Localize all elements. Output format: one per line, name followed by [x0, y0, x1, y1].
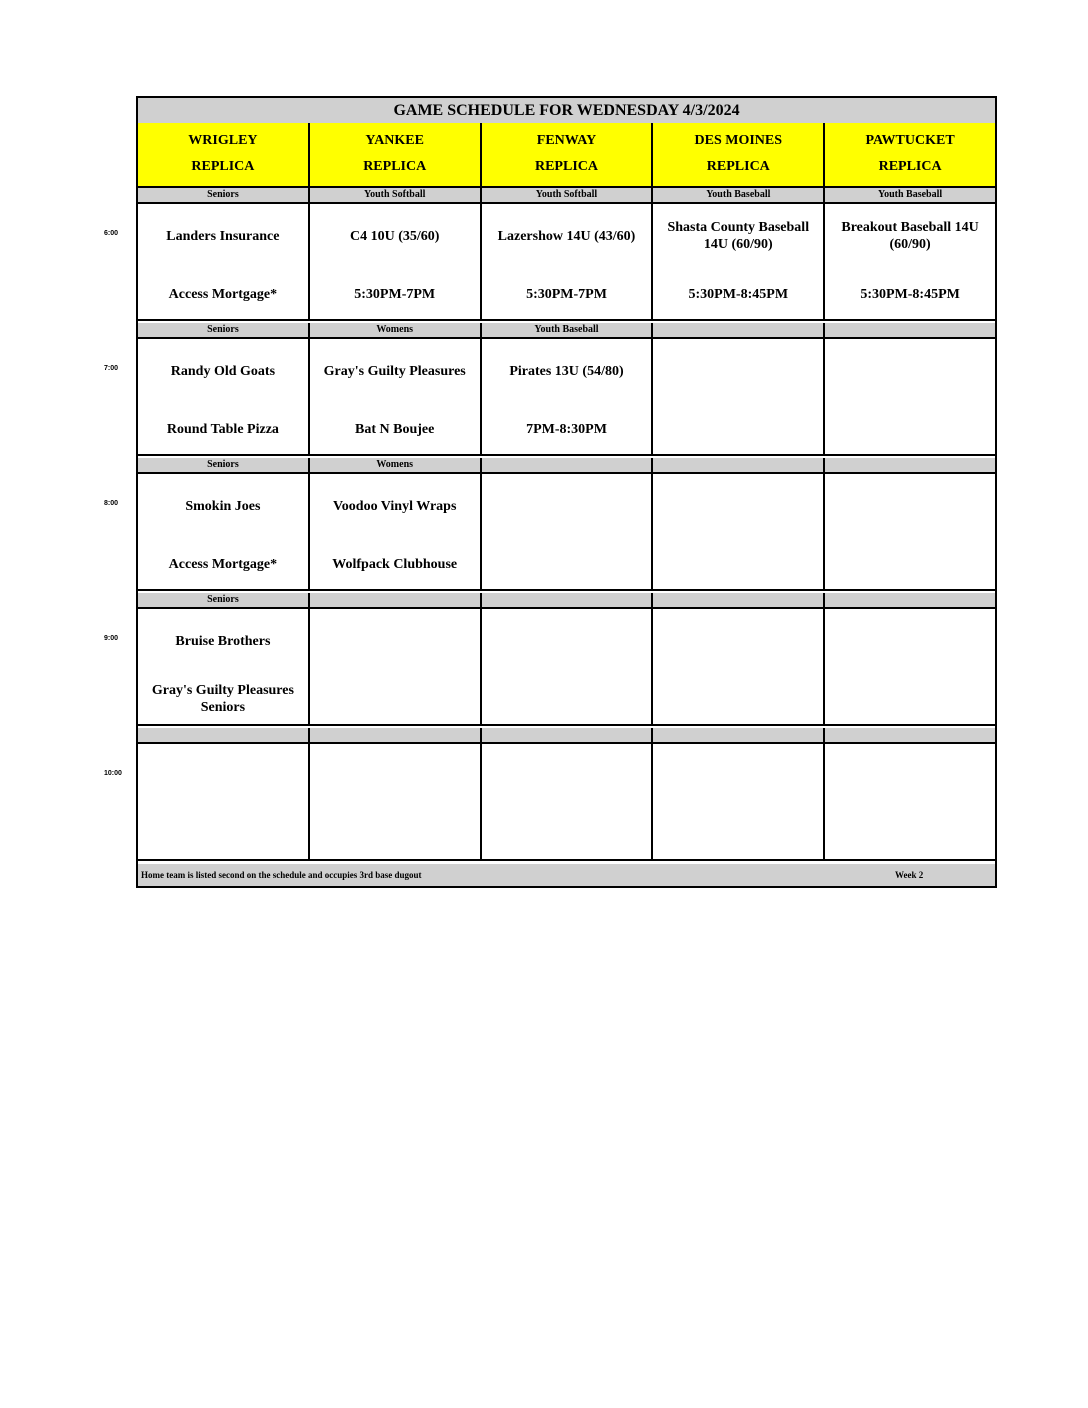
- venue-subtitle: REPLICA: [534, 159, 598, 174]
- game-cell: [482, 204, 654, 319]
- league-row: [138, 458, 995, 474]
- game-row: [138, 339, 995, 456]
- home-team: [146, 816, 300, 852]
- away-team: [833, 623, 987, 659]
- game-cell: [825, 339, 995, 454]
- home-team: [661, 411, 815, 447]
- game-cell: [653, 744, 825, 859]
- time-label: 9:00: [104, 635, 119, 642]
- away-team: [318, 623, 472, 659]
- game-cell: [310, 609, 482, 724]
- venue-header: [138, 123, 310, 188]
- league-label: Youth Baseball: [877, 189, 943, 200]
- league-label: Youth Baseball: [482, 323, 654, 337]
- game-cell: [825, 204, 995, 319]
- league-label: Seniors: [138, 323, 310, 337]
- away-team: [490, 488, 644, 524]
- league-row: [138, 188, 995, 204]
- league-row: [138, 323, 995, 339]
- away-team: Voodoo Vinyl Wraps: [332, 498, 457, 514]
- away-team: [833, 353, 987, 389]
- schedule-title: GAME SCHEDULE FOR WEDNESDAY 4/3/2024: [138, 98, 995, 125]
- game-cell: [138, 609, 310, 724]
- game-cell: [653, 474, 825, 589]
- game-cell: [482, 744, 654, 859]
- league-label: [310, 728, 482, 742]
- venue-name: YANKEE: [365, 133, 424, 148]
- home-team: [661, 681, 815, 717]
- away-team: Smokin Joes: [185, 498, 261, 514]
- home-team: 7PM-8:30PM: [526, 421, 607, 437]
- venue-name: FENWAY: [536, 133, 597, 148]
- game-cell: [482, 339, 654, 454]
- game-row: [138, 609, 995, 726]
- league-label: [482, 458, 654, 472]
- league-label: [310, 593, 482, 607]
- home-team: [833, 546, 987, 582]
- game-cell: [310, 339, 482, 454]
- home-team: [318, 681, 472, 717]
- time-label: 7:00: [104, 365, 119, 372]
- venue-header-row: [138, 123, 995, 188]
- game-cell: [653, 204, 825, 319]
- league-label: [138, 728, 310, 742]
- game-cell: [310, 474, 482, 589]
- league-label: Seniors: [138, 458, 310, 472]
- league-label: [653, 593, 825, 607]
- game-cell: [482, 609, 654, 724]
- home-team: Round Table Pizza: [166, 421, 279, 437]
- venue-header: [825, 123, 995, 188]
- game-cell: [310, 744, 482, 859]
- away-team: [661, 623, 815, 659]
- league-row: [138, 593, 995, 609]
- league-label: [825, 728, 995, 742]
- away-team: C4 10U (35/60): [349, 228, 440, 244]
- venue-subtitle: REPLICA: [878, 159, 942, 174]
- home-team: Access Mortgage*: [168, 556, 278, 572]
- venue-subtitle: REPLICA: [706, 159, 770, 174]
- league-label: Seniors: [138, 593, 310, 607]
- game-row: [138, 474, 995, 591]
- league-label: [482, 728, 654, 742]
- home-team: Bat N Boujee: [355, 421, 435, 437]
- league-label: [825, 593, 995, 607]
- away-team: [146, 758, 300, 794]
- league-label: [482, 593, 654, 607]
- away-team: [833, 488, 987, 524]
- game-cell: [825, 744, 995, 859]
- game-cell: [825, 474, 995, 589]
- league-label: Womens: [310, 323, 482, 337]
- away-team: [661, 758, 815, 794]
- venue-name: WRIGLEY: [188, 133, 258, 148]
- home-team: 5:30PM-7PM: [526, 286, 607, 302]
- home-team: [833, 681, 987, 717]
- home-team: Access Mortgage*: [168, 286, 278, 302]
- away-team: Breakout Baseball 14U (60/90): [841, 220, 979, 252]
- away-team: [490, 758, 644, 794]
- game-cell: [138, 204, 310, 319]
- home-team: [661, 816, 815, 852]
- home-team: 5:30PM-7PM: [354, 286, 436, 302]
- away-team: Pirates 13U (54/80): [509, 363, 624, 379]
- league-row: [138, 728, 995, 744]
- venue-header: [482, 123, 654, 188]
- game-cell: [310, 204, 482, 319]
- home-team: [833, 816, 987, 852]
- venue-header: [310, 123, 482, 188]
- away-team: [661, 353, 815, 389]
- away-team: Bruise Brothers: [175, 633, 271, 649]
- league-label: Youth Softball: [310, 188, 482, 202]
- schedule-table: [136, 96, 997, 888]
- game-cell: [653, 339, 825, 454]
- league-label: [653, 728, 825, 742]
- game-cell: [482, 474, 654, 589]
- week-label: Week 2: [895, 870, 924, 880]
- league-label: Womens: [310, 458, 482, 472]
- venue-name: PAWTUCKET: [865, 133, 955, 148]
- league-label: Youth Softball: [482, 188, 654, 202]
- away-team: [661, 488, 815, 524]
- time-label: 8:00: [104, 500, 119, 507]
- time-label: 10:00: [104, 770, 122, 777]
- game-row: [138, 204, 995, 321]
- game-cell: [825, 609, 995, 724]
- league-label: Youth Baseball: [653, 188, 825, 202]
- away-team: Randy Old Goats: [170, 363, 276, 379]
- time-label: 6:00: [104, 230, 119, 237]
- home-team: [490, 816, 644, 852]
- home-team: Wolfpack Clubhouse: [332, 556, 458, 572]
- away-team: [490, 623, 644, 659]
- home-team: [661, 546, 815, 582]
- venue-name: DES MOINES: [694, 133, 783, 148]
- away-team: [318, 758, 472, 794]
- away-team: Gray's Guilty Pleasures: [323, 363, 466, 379]
- home-team: Gray's Guilty Pleasures Seniors: [151, 683, 294, 715]
- game-cell: [138, 339, 310, 454]
- league-label: [825, 458, 995, 472]
- home-team: [490, 681, 644, 717]
- home-team: 5:30PM-8:45PM: [688, 286, 789, 302]
- home-team: [833, 411, 987, 447]
- league-label: Seniors: [138, 188, 310, 202]
- league-label: [653, 323, 825, 337]
- away-team: Shasta County Baseball 14U (60/90): [667, 220, 810, 252]
- away-team: Lazershow 14U (43/60): [497, 228, 636, 244]
- league-label: [653, 458, 825, 472]
- home-team-note: Home team is listed second on the schedule and occupies 3rd base dugout: [141, 870, 422, 880]
- venue-header: [653, 123, 825, 188]
- footer-bar: [138, 864, 995, 886]
- game-row: [138, 744, 995, 861]
- away-team: Landers Insurance: [166, 228, 280, 244]
- game-cell: [653, 609, 825, 724]
- venue-subtitle: REPLICA: [191, 159, 255, 174]
- home-team: [318, 816, 472, 852]
- home-team: [490, 546, 644, 582]
- venue-subtitle: REPLICA: [363, 159, 427, 174]
- game-cell: [138, 744, 310, 859]
- game-cell: [138, 474, 310, 589]
- home-team: 5:30PM-8:45PM: [860, 286, 960, 302]
- away-team: [833, 758, 987, 794]
- league-label: [825, 323, 995, 337]
